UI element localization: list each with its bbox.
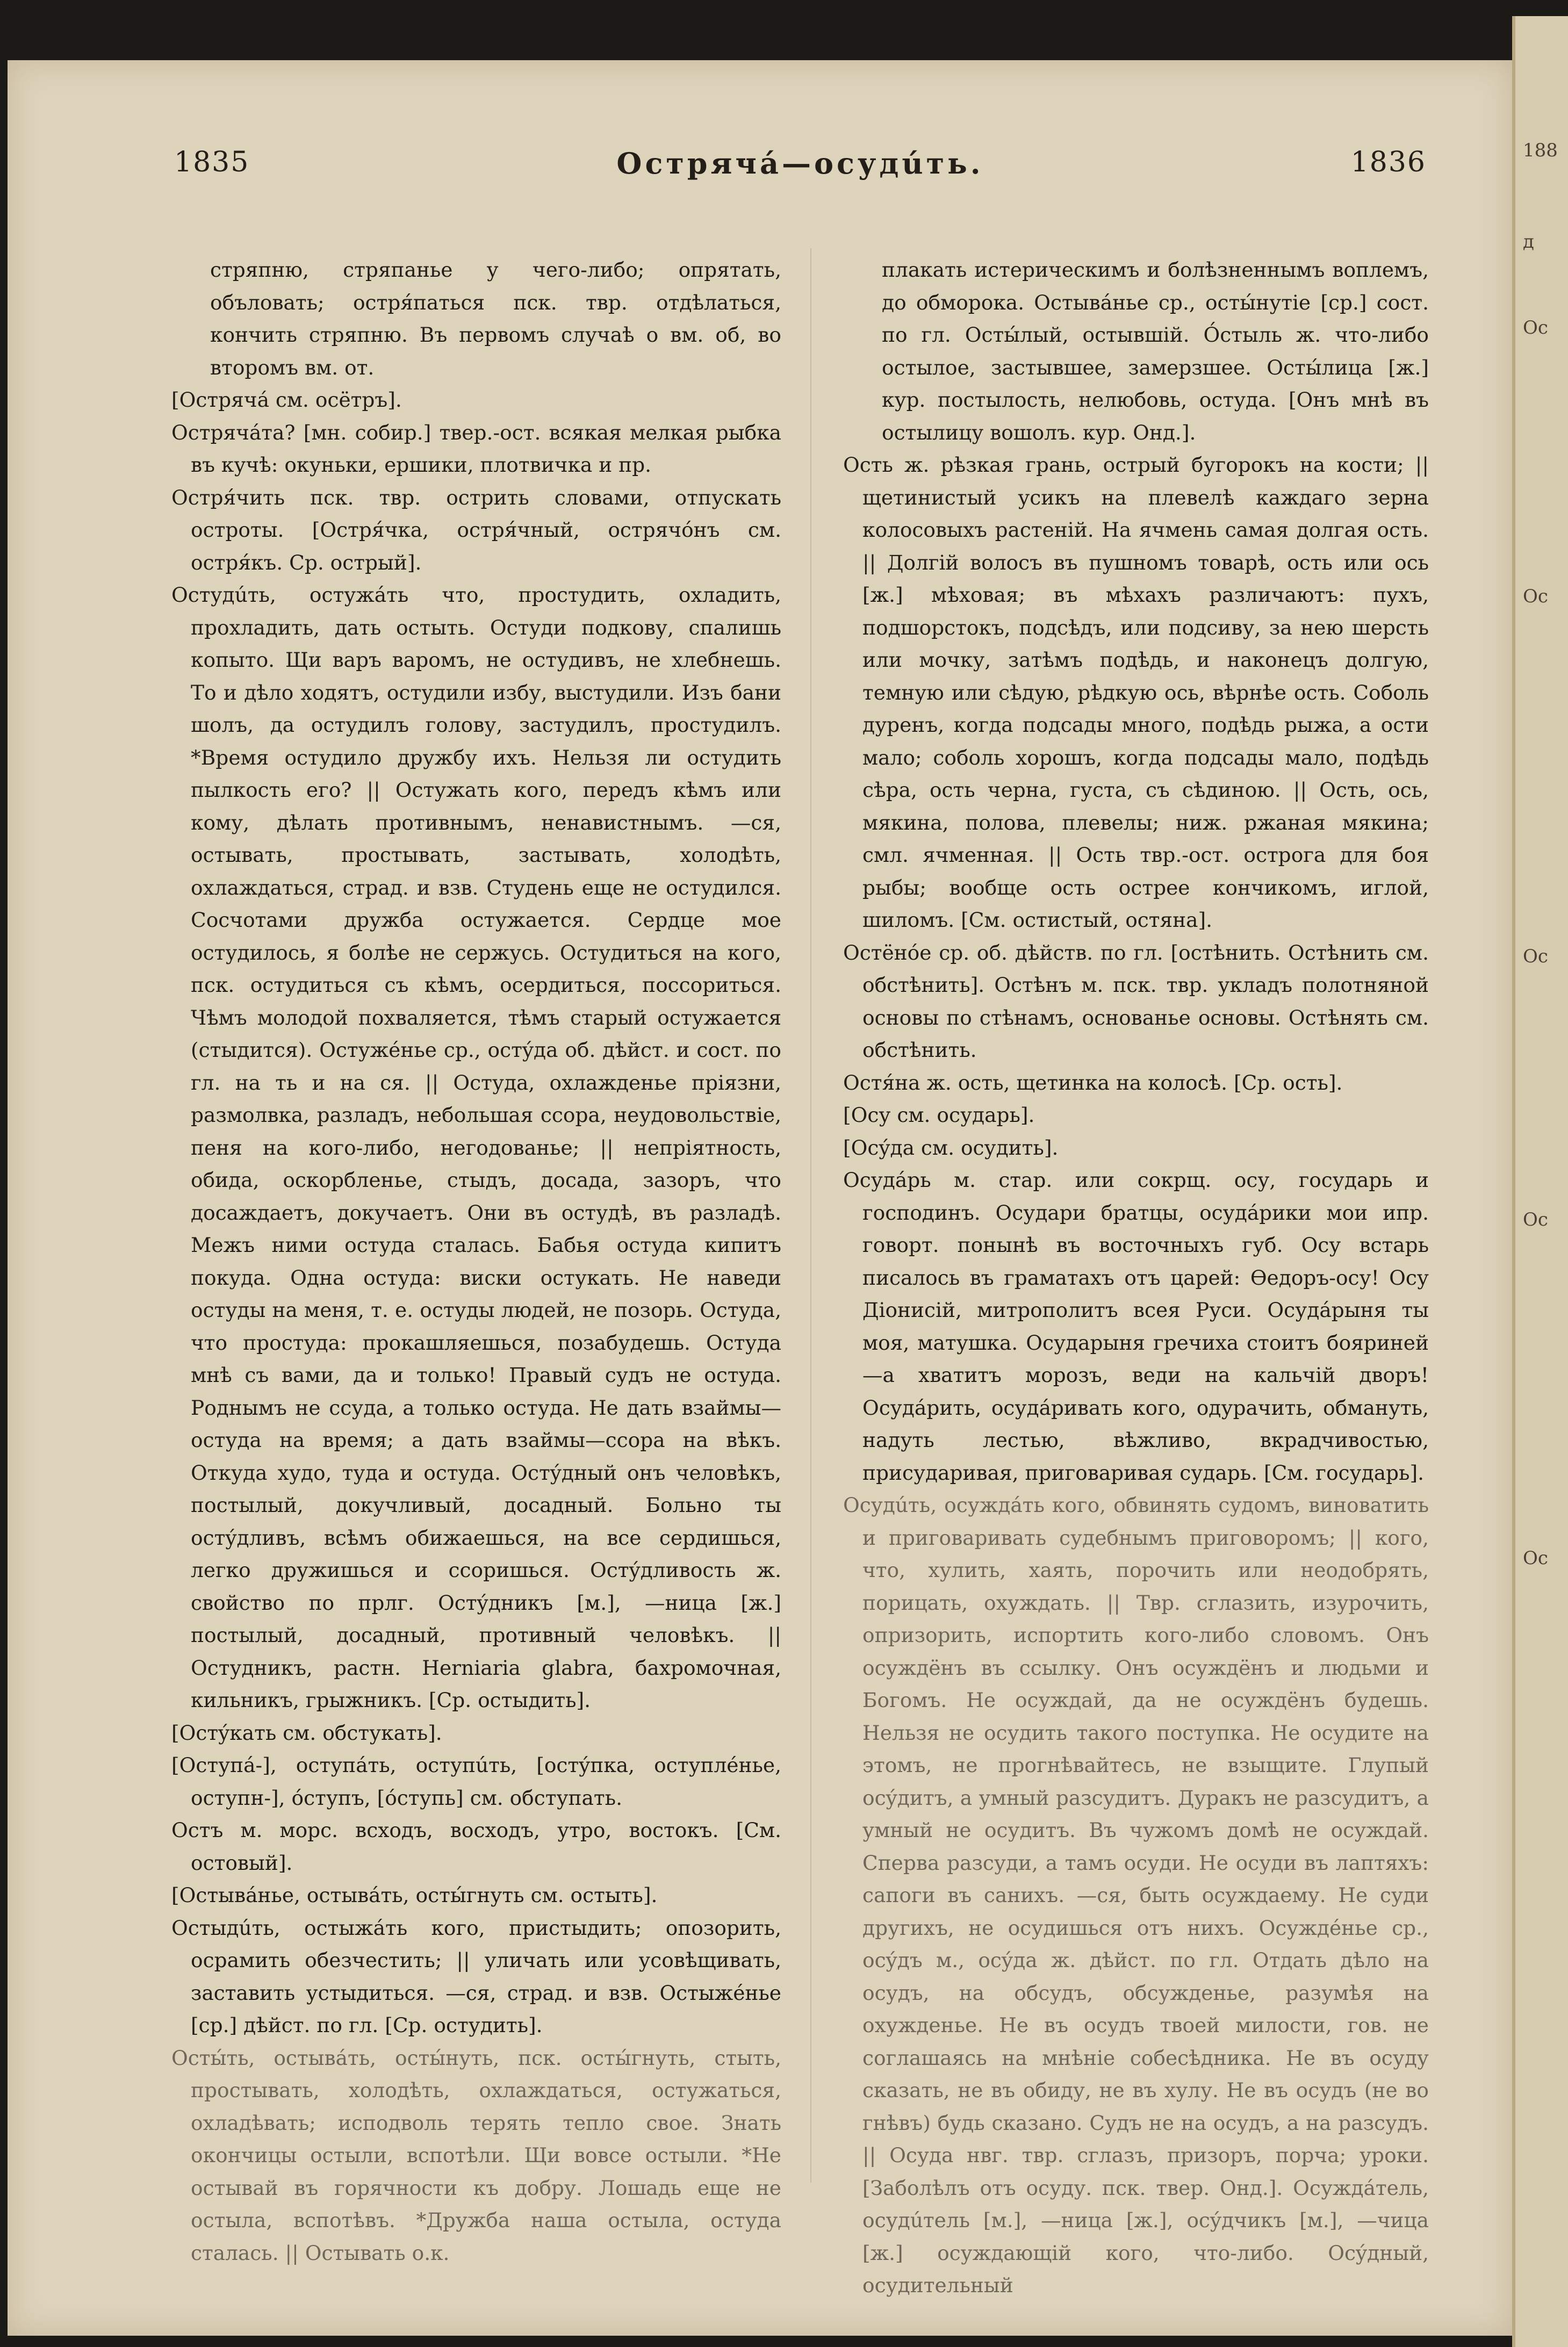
page-fragment: Ос [1523, 946, 1548, 967]
column-gutter [810, 248, 811, 2183]
entry: Остя́на ж. ость, щетинка на колосѣ. [Ср. ость]. [843, 1070, 1343, 1095]
entry-continuation: стряпню, стряпанье у чего-либо; опрятать, объловать; остря́паться пск. твр. отдѣлаться, кончить стряпню. Въ первомъ случаѣ о вм. об, во второмъ вм. от. [210, 258, 781, 379]
entry: Остря́чить пск. твр. острить словами, отпускать остроты. [Остря́чка, остря́чный, острячо́нъ см. остря́къ. Ср. острый]. [171, 485, 781, 574]
page-fragment: Ос [1523, 1209, 1548, 1230]
adjacent-page-edge [1512, 16, 1568, 2347]
entry: Остудúть, остужáть что, простудить, охладить, прохладить, дать остыть. Остуди подкову, спалишь копыто. Щи варъ варомъ, не остудивъ, не хлебнешь. То и дѣло ходятъ, остудили избу, выстудили. Изъ бани шолъ, да остудилъ голову, застудилъ, простудилъ. *Время остудило дружбу ихъ. Нельзя ли остудить пылкость его? || Остужать кого, передъ кѣмъ или кому, дѣлать противнымъ, ненавистнымъ. —ся, остывать, простывать, застывать, холодѣть, охлаждаться, страд. и взв. Студень еще не остудился. Сосчотами дружба остужается. Сердце мое остудилось, я болѣе не сержусь. Остудиться на кого, пск. остудиться съ кѣмъ, осердиться, поссориться. Чѣмъ молодой похваляется, тѣмъ старый остужается (стыдится). Остужéнье ср., остýда об. дѣйст. и сост. по гл. на ть и на ся. || Остуда, охлажденье пріязни, размолвка, разладъ, небольшая ссора, неудовольствіе, пеня на кого-либо, негодованье; || непріятность, обида, оскорбленье, стыдъ, досада, зазоръ, что досаждаетъ, докучаетъ. Они въ остудѣ, въ разладѣ. Межъ ними остуда сталась. Бабья остуда кипитъ покуда. Одна остуда: виски остукать. Не наведи остуды на меня, т. е. остуды людей, не позорь. Остуда, что простуда: прокашляешься, позабудешь. Остуда мнѣ съ вами, да и только! Правый судъ не остуда. Роднымъ не ссуда, а только остуда. Не дать взаймы—остуда на время; а дать взаймы—ссора на вѣкъ. Откуда худо, туда и остуда. Остýдный онъ человѣкъ, постылый, докучливый, досадный. Больно ты остýдливъ, всѣмъ обижаешься, на все сердишься, легко дружишься и ссоришься. Остýдливость ж. свойство по прлг. Остýдникъ [м.], —ница [ж.] постылый, досадный, противный человѣкъ. || Остудникъ, растн. Herniaria glabra, бахромочная, кильникъ, грыжникъ. [Ср. остыдить]. [171, 583, 781, 1712]
entry: Осудúть, осуждáть кого, обвинять судомъ, виноватить и приговаривать судебнымъ приговоромъ; || кого, что, хулить, хаять, порочить или неодобрять, порицать, охуждать. || Твр. сглазить, изурочить, опризорить, испортить кого-либо словомъ. Онъ осуждёнъ въ ссылку. Онъ осуждёнъ и людьми и Богомъ. Не осуждай, да не осуждёнъ будешь. Нельзя не осудить такого поступка. Не осудите на этомъ, не прогнѣвайтесь, не взыщите. Глупый осýдитъ, а умный разсудитъ. Дуракъ не разсудитъ, а умный не осудитъ. Въ чужомъ домѣ не осуждай. Сперва разсуди, а тамъ осуди. Не осуди въ лаптяхъ: сапоги въ санихъ. —ся, быть осуждаему. Не суди другихъ, не осудишься отъ нихъ. Осуждéнье ср., осýдъ м., осýда ж. дѣйст. по гл. Отдать дѣло на осудъ, на обсудъ, обсужденье, разумѣя на охужденье. Не въ осудъ твоей милости, гов. не соглашаясь на мнѣніе собесѣдника. Не въ осуду сказать, не въ обиду, не въ хулу. Не въ осудъ (не во гнѣвъ) будь сказано. Судъ не на осудъ, а на разсудъ. || Осуда нвг. твр. сглазъ, призоръ, порча; уроки. [Заболѣлъ отъ осуду. пск. твер. Онд.]. Осуждáтель, осудúтель [м.], —ница [ж.], осýдчикъ [м.], —чица [ж.] осуждающій кого, что-либо. Осýдный, осудительный [843, 1493, 1429, 2297]
page-fragment: Ос [1523, 317, 1548, 339]
entry: [Осу см. осударь]. [843, 1103, 1035, 1127]
entry: Остъ м. морс. всходъ, восходъ, утро, востокъ. [См. остовый]. [171, 1818, 781, 1875]
entry: Остыдúть, остыжáть кого, пристыдить; опозорить, осрамить обезчестить; || уличать или усовѣщивать, заставить устыдиться. —ся, страд. и взв. Остыжéнье [ср.] дѣйст. по гл. [Ср. остудить]. [171, 1916, 781, 2037]
entry: Ость ж. рѣзкая грань, острый бугорокъ на кости; || щетинистый усикъ на плевелѣ каждаго зерна колосовыхъ растеній. На ячмень самая долгая ость. || Долгій волосъ въ пушномъ товарѣ, ость или ось [ж.] мѣховая; въ мѣхахъ различаютъ: пухъ, подшорстокъ, подсѣдъ, или подсиву, за нею шерсть или мочку, затѣмъ подѣдь, и наконецъ долгую, темную или сѣдую, рѣдкую ось, вѣрнѣе ость. Соболь дуренъ, когда подсады много, подѣдь рыжа, а ости мало; соболь хорошъ, когда подсады мало, подѣдь сѣра, ость черна, густа, съ сѣдиною. || Ость, ось, мякина, полова, плевелы; ниж. ржаная мякина; смл. ячменная. || Ость твр.-ост. острога для боя рыбы; вообще ость острее кончикомъ, иглой, шиломъ. [См. остистый, остяна]. [843, 453, 1429, 932]
running-head [174, 146, 1426, 189]
entry: Осты́ть, остывáть, осты́нуть, пск. осты́гнуть, стыть, простывать, холодѣть, охлаждаться, остужаться, охладѣвать; исподволь терять тепло свое. Знать окончицы остыли, вспотѣли. Щи вовсе остыли. *Не остывай въ горячности къ добру. Лошадь еще не остыла, вспотѣвъ. *Дружба наша остыла, остуда сталась. || Остывать о.к. [171, 2046, 781, 2265]
entry: [Остýкать см. обстукать]. [171, 1720, 442, 1745]
entry: Остёнóе ср. об. дѣйств. по гл. [остѣнить. Остѣнить см. обстѣнить]. Остѣнъ м. пск. твр. укладъ полотняной основы по стѣнамъ, основанье основы. Остѣнять см. обстѣнить. [843, 940, 1429, 1062]
entry: [Оступá-], оступáть, оступúть, [остýпка, оступлéнье, оступн-], о́ступъ, [о́ступь] см. обступать. [171, 1753, 781, 1810]
page-title: Острячá—осудúть. [616, 146, 984, 181]
page-number-right: 1836 [1350, 146, 1426, 178]
left-column [171, 254, 781, 2265]
page-fragment: д [1523, 231, 1534, 253]
entry: Острячáта? [мн. собир.] твер.-ост. всякая мелкая рыбка въ кучѣ: окуньки, ершики, плотвичка и пр. [171, 420, 781, 477]
entry: [Остывáнье, остывáть, осты́гнуть см. остыть]. [171, 1883, 658, 1907]
dictionary-page [8, 60, 1512, 2336]
page-fragment: Ос [1523, 586, 1548, 607]
entry: [Острячá см. осётръ]. [171, 388, 402, 412]
page-fragment: 188 [1523, 140, 1558, 161]
entry: Осудáрь м. стар. или сокрщ. осу, государь и господинъ. Осудари братцы, осудáрики мои ипр. говорт. понынѣ въ восточныхъ губ. Осу встарь писалось въ граматахъ отъ царей: Ѳедоръ-осу! Осу Діонисій, митрополитъ всея Руси. Осудáрыня ты моя, матушка. Осударыня гречиха стоитъ бояриней—а хватитъ морозъ, веди на кальчій дворъ! Осудáрить, осудáривать кого, одурачить, обмануть, надуть лестью, вѣжливо, вкрадчивостью, присударивая, приговаривая сударь. [См. государь]. [843, 1168, 1429, 1485]
page-fragment: Ос [1523, 1547, 1548, 1569]
page-number-left: 1835 [174, 146, 250, 178]
entry-continuation: плакать истерическимъ и болѣзненнымъ воплемъ, до обморока. Остывáнье ср., осты́нутіе [ср.] сост. по гл. Осты́лый, остывшій. О́стыль ж. что-либо остылое, застывшее, замерзшее. Осты́лица [ж.] кур. постылость, нелюбовь, остуда. [Онъ мнѣ въ остылицу вошолъ. кур. Онд.]. [882, 258, 1429, 444]
right-column [843, 254, 1429, 2297]
entry: [Осýда см. осудить]. [843, 1135, 1059, 1160]
